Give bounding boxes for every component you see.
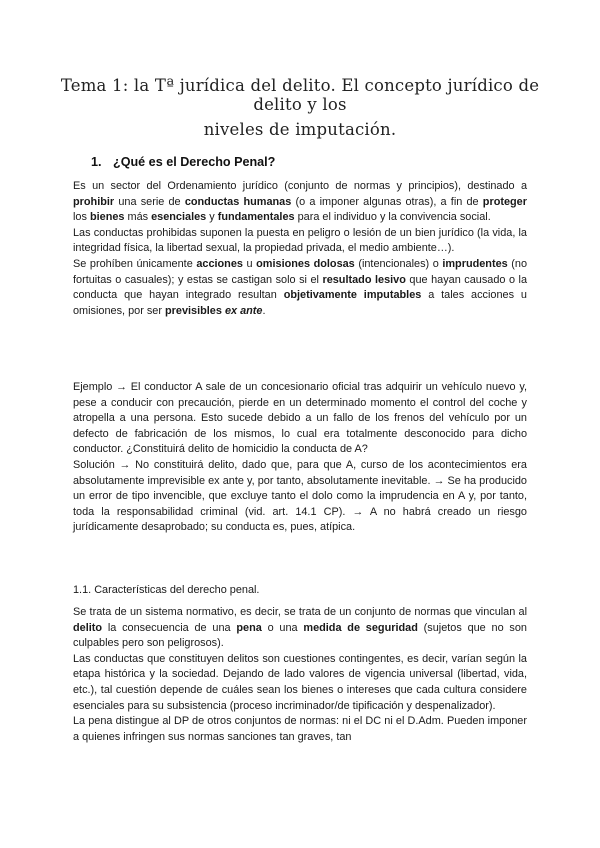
bold-text: proteger xyxy=(482,195,527,208)
text: (sujetos que no son culpables pero son peligrosos). xyxy=(73,621,527,650)
text: Se prohíben únicamente xyxy=(73,257,197,270)
bold-text: omisiones dolosas xyxy=(256,257,355,270)
bold-text: delito xyxy=(73,621,103,634)
bold-italic-text: ex ante xyxy=(224,304,263,317)
text: que hayan causado o la conducta que hayan integrado resultan xyxy=(73,273,528,302)
paragraph-normative-system xyxy=(73,605,527,652)
text: . xyxy=(262,304,266,317)
text: (intencionales) o xyxy=(354,257,443,270)
text: más xyxy=(124,211,152,224)
bold-text: previsibles xyxy=(165,304,225,317)
bold-text: resultado lesivo xyxy=(322,273,406,286)
bold-text: conductas humanas xyxy=(184,195,292,208)
bold-text: acciones xyxy=(196,257,243,270)
text: una serie de xyxy=(114,195,185,208)
text: los xyxy=(73,211,90,224)
text: Se trata de un sistema normativo, es decir, se trata de un conjunto de normas que vinculan al xyxy=(73,606,527,618)
text: u xyxy=(242,257,257,270)
subsection-body xyxy=(73,605,527,745)
bold-text: medida de seguridad xyxy=(303,621,418,634)
text: Es un sector del Ordenamiento jurídico (conjunto de normas y principios), destinado a xyxy=(73,180,527,192)
bold-text: imprudentes xyxy=(442,257,508,270)
document-title-line-1: Tema 1: la Tª jurídica del delito. El concepto jurídico de delito y los xyxy=(60,76,540,114)
text: (no fortuitas o casuales); y estas se castigan solo si el xyxy=(73,257,528,286)
document-title-line-2: niveles de imputación. xyxy=(203,120,397,139)
bold-text: objetivamente imputables xyxy=(283,289,422,302)
example-block xyxy=(73,380,527,536)
paragraph-definition xyxy=(73,179,527,226)
paragraph-contingent-conducts: Las conductas que constituyen delitos son cuestiones contingentes, es decir, varían según la etapa histórica y la sociedad. Dejando de lado valores de vigencia universal (libertad, vida, etc.), tal cuestión depende de cuáles sean los bienes o intereses que cada cultura considere esenciales para su subsistencia (proceso incriminador/de tipificación y despenalizador). xyxy=(73,652,527,712)
text: para el individuo y la convivencia social. xyxy=(294,211,491,224)
paragraph-actions-omissions xyxy=(73,257,527,319)
paragraph-solution: Solución → No constituirá delito, dado que, para que A, curso de los acontecimientos era absolutamente imprevisible ex ante y, por tanto, absolutamente inevitable. → Se ha producido un error de tipo invencible, que excluye tanto el dolo como la imprudencia en A y, por tanto, toda la responsabilidad criminal (vid. art. 14.1 CP). → A no habrá creado un riesgo jurídicamente desaprobado; su conducta es, pues, atípica. xyxy=(73,458,527,534)
subsection-heading: 1.1. Características del derecho penal. xyxy=(73,584,260,596)
paragraph-example: Ejemplo → El conductor A sale de un concesionario oficial tras adquirir un vehículo nuevo y, pese a conducir con precaución, pierde en un determinado momento el control del coche y atropella a una persona. Esto sucede debido a un fallo de los frenos del vehículo por un defecto de fabricación de los mismos, lo cual era totalmente desconocido para dicho conductor. ¿Constituirá delito de homicidio la conducta de A? xyxy=(73,381,527,456)
bold-text: bienes xyxy=(89,211,125,224)
section-number: 1. xyxy=(91,155,102,169)
section-heading-text: ¿Qué es el Derecho Penal? xyxy=(113,155,276,169)
text: o una xyxy=(261,621,304,634)
paragraph-penalty-distinction: La pena distingue al DP de otros conjuntos de normas: ni el DC ni el D.Adm. Pueden imponer a quienes infringen sus normas sanciones tan graves, tan xyxy=(73,715,527,743)
bold-text: pena xyxy=(236,621,262,634)
bold-text: fundamentales xyxy=(217,211,295,224)
text: a tales acciones u omisiones, por ser xyxy=(73,289,527,317)
text: (o a imponer algunas otras), a fin de xyxy=(291,195,483,208)
paragraph-prohibited-conducts: Las conductas prohibidas suponen la puesta en peligro o lesión de un bien jurídico (la vida, la integridad física, la libertad sexual, la propiedad privada, el medio ambiente…). xyxy=(73,226,527,255)
bold-text: prohibir xyxy=(73,195,115,208)
text: la consecuencia de una xyxy=(102,621,237,634)
section-body xyxy=(73,179,527,319)
bold-text: esenciales xyxy=(151,211,207,224)
section-heading xyxy=(91,155,275,169)
text: y xyxy=(206,211,218,224)
